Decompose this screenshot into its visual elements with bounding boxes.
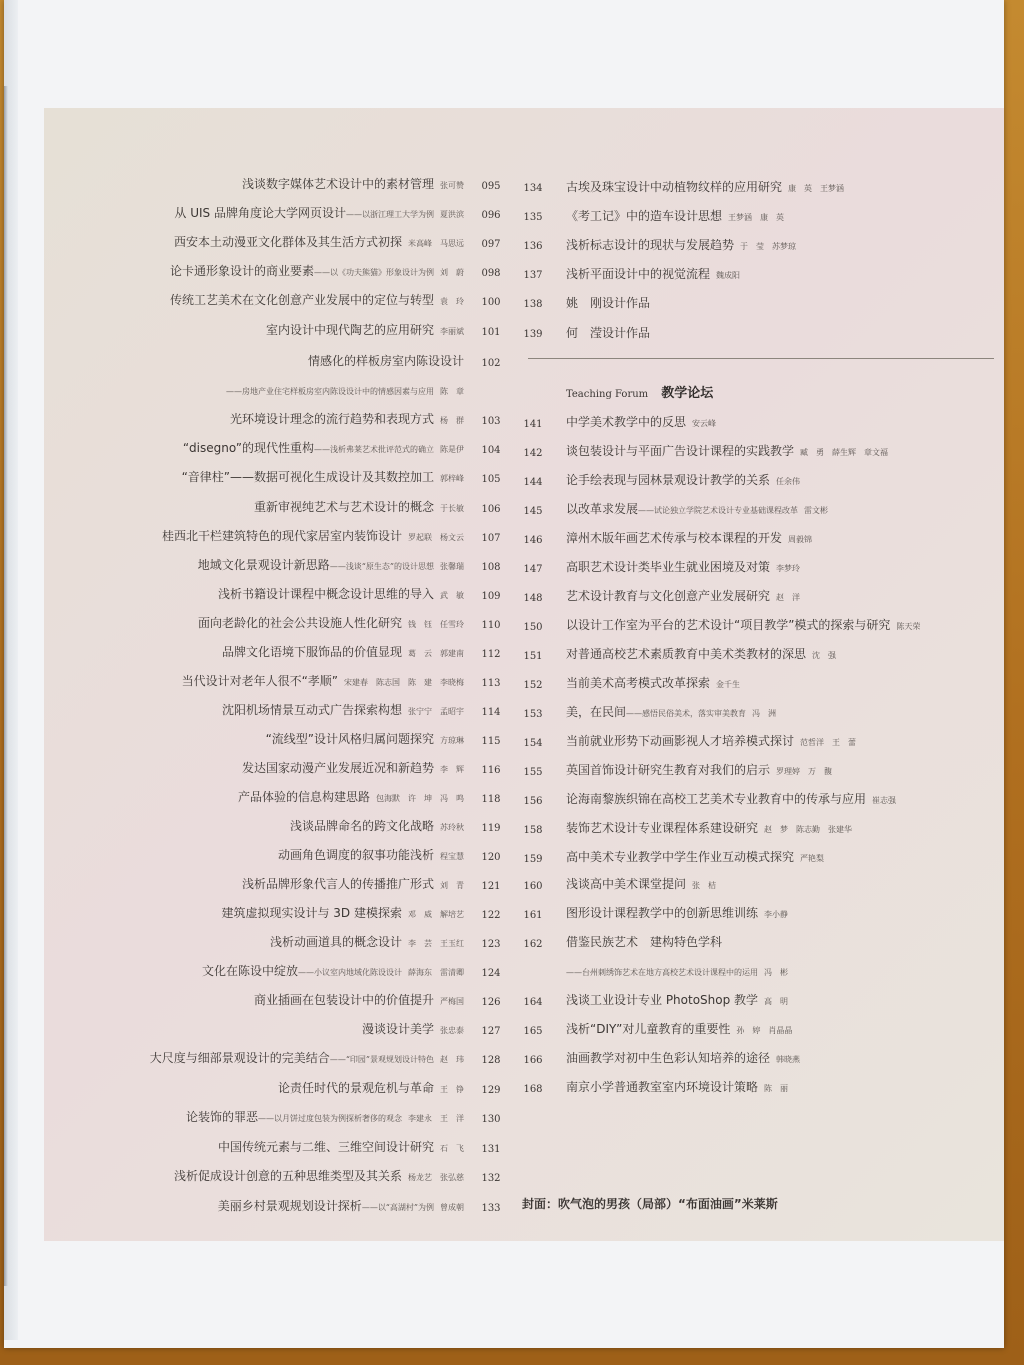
toc-entry [238, 787, 464, 807]
toc-entry [566, 1077, 788, 1097]
entry-page-number: 155 [523, 767, 543, 778]
entry-title: “音律柱”——数据可视化生成设计及其数控加工 [181, 470, 434, 484]
toc-entry [270, 932, 464, 952]
entry-authors: 杨龙艺 张弘慈 [408, 1173, 464, 1182]
entry-title: 浅析促成设计创意的五种思维类型及其关系 [173, 1169, 402, 1183]
entry-authors: 张宁宁 孟昭宇 [408, 707, 464, 716]
toc-entry [566, 441, 888, 461]
toc-entry [566, 586, 800, 606]
entry-subtitle: ——房地产业住宅样板房室内陈设设计中的情感因素与应用 [226, 387, 434, 396]
entry-title: 当前就业形势下动画影视人才培养模式探讨 [566, 734, 795, 748]
entry-title: 古埃及珠宝设计中动植物纹样的应用研究 [566, 180, 783, 194]
toc-entry [566, 499, 828, 519]
entry-title: 面向老龄化的社会公共设施人性化研究 [197, 616, 402, 630]
toc-entry [230, 409, 464, 429]
entry-subtitle: ——浅析弗莱艺术批评范式的确立 [314, 445, 434, 454]
entry-page-number: 162 [523, 939, 543, 950]
entry-title: 桂西北干栏建筑特色的现代家居室内装饰设计 [161, 529, 402, 543]
entry-authors: 严梅国 [440, 997, 464, 1006]
entry-authors: 李丽斌 [440, 327, 464, 336]
entry-title: 图形设计课程教学中的创新思维训练 [566, 906, 759, 920]
entry-page-number: 119 [481, 823, 501, 834]
entry-page-number: 137 [523, 270, 543, 281]
entry-title: 浅谈数字媒体艺术设计中的素材管理 [241, 177, 434, 191]
entry-authors: 葛 云 郭建南 [408, 649, 464, 658]
teaching-forum-label-zh: 教学论坛 [661, 386, 714, 401]
entry-title: 西安本土动漫亚文化群体及其生活方式初探 [173, 235, 402, 249]
entry-page-number: 120 [481, 852, 501, 863]
entry-title: 谈包装设计与平面广告设计课程的实践教学 [566, 444, 795, 458]
entry-authors: 周毅锦 [788, 535, 813, 544]
entry-authors: 宋建春 陈志国 陈 建 李晓梅 [344, 678, 464, 687]
entry-authors: 臧 勇 薛生辉 章文福 [800, 448, 889, 457]
entry-page-number: 134 [523, 183, 543, 194]
entry-title: 产品体验的信息构建思路 [237, 790, 370, 804]
entry-title: 浅析“DIY”对儿童教育的重要性 [566, 1022, 731, 1036]
entry-title: 《考工记》中的造车设计思想 [566, 209, 723, 223]
entry-title: 传统工艺美术在文化创意产业发展中的定位与转型 [169, 293, 434, 307]
entry-page-number: 126 [481, 997, 501, 1008]
entry-page-number: 164 [523, 997, 543, 1008]
entry-authors: 米高峰 马思远 [408, 239, 464, 248]
entry-page-number: 161 [523, 910, 543, 921]
entry-title: 论装饰的罪恶 [185, 1110, 258, 1124]
entry-page-number: 095 [481, 181, 501, 192]
entry-authors: 崔志强 [872, 796, 897, 805]
entry-authors: 郭梓峰 [440, 474, 464, 483]
entry-authors: 陈是伊 [440, 445, 464, 454]
entry-title: 美，在民间 [566, 705, 627, 719]
entry-title: 浅谈高中美术课堂提问 [566, 877, 687, 891]
entry-page-number: 139 [523, 329, 543, 340]
entry-page-number: 128 [481, 1055, 501, 1066]
entry-authors: 李建永 王 洋 [408, 1114, 464, 1123]
toc-entry [174, 203, 464, 223]
toc-entry [182, 467, 464, 487]
teaching-forum-heading [566, 382, 713, 402]
entry-authors: 雷文彬 [804, 506, 829, 515]
entry-title: 姚 刚设计作品 [566, 296, 651, 310]
entry-subtitle: ——小议室内地域化陈设设计 [298, 968, 402, 977]
entry-title: 论海南黎族织锦在高校工艺美术专业教育中的传承与应用 [566, 792, 867, 806]
entry-authors: 袁 玲 [440, 297, 464, 306]
entry-title: 高中美术专业教学中学生作业互动模式探究 [566, 850, 795, 864]
entry-page-number: 130 [481, 1114, 501, 1125]
entry-title: 地域文化景观设计新思路 [197, 558, 330, 572]
entry-authors: 李 芸 王玉红 [408, 939, 464, 948]
entry-authors: 赵 梦 陈志勤 张建华 [764, 825, 853, 834]
toc-entry [222, 700, 464, 720]
toc-entry [566, 789, 896, 809]
entry-page-number: 116 [481, 765, 501, 776]
entry-page-number: 158 [523, 825, 543, 836]
toc-entry [242, 174, 464, 194]
entry-authors: 于 莹 苏梦琼 [740, 242, 797, 251]
toc-entry [202, 961, 464, 981]
toc-entry [566, 818, 852, 838]
entry-page-number: 148 [523, 593, 543, 604]
entry-title: 当前美术高考模式改革探索 [566, 676, 711, 690]
toc-entry [278, 845, 464, 865]
entry-page-number: 156 [523, 796, 543, 807]
entry-title: 情感化的样板房室内陈设设计 [307, 354, 464, 368]
entry-authors: 于长敏 [440, 504, 464, 513]
entry-page-number: 131 [481, 1144, 501, 1155]
entry-title: “流线型”设计风格归属问题探究 [265, 732, 434, 746]
entry-page-number: 154 [523, 738, 543, 749]
entry-title: 漫谈设计美学 [361, 1022, 434, 1036]
entry-authors: 曾成朝 [440, 1203, 464, 1212]
entry-title: 文化在陈设中绽放 [201, 964, 298, 978]
entry-page-number: 151 [523, 651, 543, 662]
entry-authors: 康 英 王梦涵 [788, 184, 845, 193]
entry-authors: 陈天荣 [896, 622, 921, 631]
entry-title: 浅析平面设计中的视觉流程 [566, 267, 711, 281]
toc-entry [174, 1166, 464, 1186]
entry-title: 美丽乡村景观规划设计探析 [217, 1199, 362, 1213]
entry-authors: 罗理婷 万 馥 [776, 767, 833, 776]
entry-title: 以设计工作室为平台的艺术设计“项目教学”模式的探索与研究 [566, 618, 891, 632]
entry-subtitle: ——以“高湖村”为例 [361, 1203, 434, 1212]
entry-title: 商业插画在包装设计中的价值提升 [253, 993, 434, 1007]
entry-authors: 李 辉 [440, 765, 464, 774]
entry-page-number: 101 [481, 327, 501, 338]
entry-page-number: 129 [481, 1085, 501, 1096]
toc-entry [218, 584, 464, 604]
entry-title: 浅析标志设计的现状与发展趋势 [566, 238, 735, 252]
entry-authors: 魏成阳 [716, 271, 741, 280]
entry-page-number: 136 [523, 241, 543, 252]
entry-title: 当代设计对老年人很不“孝顺” [181, 674, 338, 688]
entry-authors: 王 铮 [440, 1085, 464, 1094]
toc-entry [183, 438, 464, 458]
entry-authors: 安云峰 [692, 419, 717, 428]
entry-page-number: 098 [481, 268, 501, 279]
toc-entry [242, 874, 464, 894]
entry-authors: 赵 玮 [440, 1055, 464, 1064]
toc-entry [566, 731, 856, 751]
entry-page-number: 145 [523, 506, 543, 517]
entry-authors: 薛海东 雷清卿 [408, 968, 464, 977]
entry-title: 浅谈工业设计专业 PhotoShop 教学 [566, 993, 759, 1007]
entry-page-number: 142 [523, 448, 543, 459]
entry-title: 浅析动画道具的概念设计 [269, 935, 402, 949]
entry-authors: 刘 蔚 [440, 268, 464, 277]
entry-page-number: 097 [481, 239, 501, 250]
toc-entry [566, 847, 824, 867]
toc-entry [198, 555, 464, 575]
entry-page-number: 124 [481, 968, 501, 979]
entry-page-number: 107 [481, 533, 501, 544]
entry-authors: 方琼琳 [440, 736, 464, 745]
toc-entry [566, 990, 788, 1010]
entry-subtitle: ——台州刺绣饰艺术在地方高校艺术设计课程中的运用 [566, 968, 758, 977]
entry-page-number: 102 [481, 358, 501, 369]
entry-page-number: 133 [481, 1203, 501, 1214]
entry-title: 浅谈品牌命名的跨文化战略 [289, 819, 434, 833]
toc-entry [308, 351, 464, 371]
entry-authors: 孙 婷 肖晶晶 [736, 1026, 793, 1035]
entry-page-number: 146 [523, 535, 543, 546]
entry-authors: 冯 彬 [764, 968, 788, 977]
entry-page-number: 118 [481, 794, 501, 805]
entry-page-number: 109 [481, 591, 501, 602]
entry-subtitle: ——感悟民俗美术，落实审美教育 [626, 709, 747, 718]
entry-page-number: 150 [523, 622, 543, 633]
entry-page-number: 166 [523, 1055, 543, 1066]
toc-entry [566, 412, 716, 432]
entry-page-number: 127 [481, 1026, 501, 1037]
toc-entry [566, 615, 920, 635]
toc-entry [566, 673, 740, 693]
entry-page-number: 103 [481, 416, 501, 427]
entry-title: 浅析书籍设计课程中概念设计思维的导入 [217, 587, 434, 601]
entry-page-number: 138 [523, 299, 543, 310]
entry-page-number: 165 [523, 1026, 543, 1037]
entry-page-number: 104 [481, 445, 501, 456]
toc-entry [566, 702, 776, 722]
entry-authors: 张馨瑞 [440, 562, 464, 571]
toc-entry [566, 177, 844, 197]
entry-title: 以改革求发展 [566, 502, 639, 516]
toc-entry [218, 1137, 464, 1157]
entry-title: 沈阳机场情景互动式广告探索构想 [221, 703, 402, 717]
toc-entry [566, 1048, 800, 1068]
toc-entry [566, 644, 836, 664]
toc-entry [218, 1196, 464, 1216]
entry-authors: 李小静 [764, 910, 789, 919]
entry-page-number: 135 [523, 212, 543, 223]
entry-title: 装饰艺术设计专业课程体系建设研究 [566, 821, 759, 835]
entry-subtitle: ——“印园”景观规划设计特色 [329, 1055, 434, 1064]
entry-authors: 杨 群 [440, 416, 464, 425]
entry-page-number: 114 [481, 707, 501, 718]
entry-page-number: 123 [481, 939, 501, 950]
entry-authors: 陈 章 [440, 387, 464, 396]
entry-authors: 王梦涵 康 英 [728, 213, 785, 222]
entry-authors: 陈 丽 [764, 1084, 789, 1093]
entry-page-number: 105 [481, 474, 501, 485]
entry-title: 动画角色调度的叙事功能浅析 [277, 848, 434, 862]
toc-entry [566, 206, 784, 226]
toc-entry [566, 961, 788, 981]
toc-entry [254, 990, 464, 1010]
entry-authors: 任余伟 [776, 477, 801, 486]
entry-title: 光环境设计理念的流行趋势和表现方式 [229, 412, 434, 426]
entry-authors: 张可赞 [440, 181, 464, 190]
toc-entry [566, 903, 788, 923]
toc-entry [566, 323, 650, 343]
teaching-forum-label-en: Teaching Forum [566, 389, 649, 400]
entry-page-number: 152 [523, 680, 543, 691]
toc-entry [566, 264, 740, 284]
entry-title: 对普通高校艺术素质教育中美术类教材的深思 [566, 647, 807, 661]
entry-authors: 包海默 许 坤 冯 鸣 [376, 794, 464, 803]
entry-authors: 范哲洋 王 蕾 [800, 738, 857, 747]
toc-entry [242, 758, 464, 778]
entry-page-number: 112 [481, 649, 501, 660]
entry-authors: 邓 威 解培艺 [408, 910, 464, 919]
entry-authors: 张忠泰 [440, 1026, 464, 1035]
entry-title: 艺术设计教育与文化创意产业发展研究 [566, 589, 771, 603]
entry-title: 南京小学普通教室室内环境设计策略 [566, 1080, 759, 1094]
toc-entry [566, 557, 800, 577]
entry-subtitle: ——试论独立学院艺术设计专业基础课程改革 [638, 506, 799, 515]
toc-entry [566, 760, 832, 780]
entry-page-number: 132 [481, 1173, 501, 1184]
entry-page-number: 100 [481, 297, 501, 308]
entry-title: 论卡通形象设计的商业要素 [169, 264, 314, 278]
entry-title: 论责任时代的景观危机与革命 [277, 1081, 434, 1095]
toc-entry [174, 232, 464, 252]
page-fold-edge [4, 86, 8, 1286]
entry-title: 借鉴民族艺术 建构特色学科 [566, 935, 723, 949]
toc-entry [170, 290, 464, 310]
entry-page-number: 144 [523, 477, 543, 488]
toc-entry [566, 470, 800, 490]
toc-entry [566, 874, 716, 894]
entry-title: 漳州木版年画艺术传承与校本课程的开发 [566, 531, 783, 545]
entry-title: 中学美术教学中的反思 [566, 415, 687, 429]
entry-title: 从 UIS 品牌角度论大学网页设计 [174, 206, 346, 220]
entry-page-number: 159 [523, 854, 543, 865]
entry-title: 发达国家动漫产业发展近况和新趋势 [241, 761, 434, 775]
toc-entry [150, 1048, 464, 1068]
toc-entry [266, 729, 464, 749]
entry-page-number: 121 [481, 881, 501, 892]
toc-entry [290, 816, 464, 836]
entry-title: 室内设计中现代陶艺的应用研究 [265, 323, 434, 337]
toc-entry [221, 903, 464, 923]
entry-page-number: 096 [481, 210, 501, 221]
entry-title: 中国传统元素与二维、三维空间设计研究 [217, 1140, 434, 1154]
entry-authors: 沈 强 [812, 651, 837, 660]
toc-entry [198, 613, 464, 633]
entry-title: 大尺度与细部景观设计的完美结合 [149, 1051, 330, 1065]
entry-authors: 赵 洋 [776, 593, 801, 602]
cover-credit: 封面：吹气泡的男孩（局部）“布面油画”米莱斯 [522, 1197, 778, 1211]
entry-title: 油画教学对初中生色彩认知培养的途径 [566, 1051, 771, 1065]
entry-page-number: 115 [481, 736, 501, 747]
entry-page-number: 141 [523, 419, 543, 430]
toc-entry [182, 671, 464, 691]
toc-entry [254, 497, 464, 517]
entry-authors: 李梦玲 [776, 564, 801, 573]
entry-authors: 程宝慧 [440, 852, 464, 861]
entry-subtitle: ——以《功夫熊猫》形象设计为例 [314, 268, 434, 277]
entry-authors: 石 飞 [440, 1144, 464, 1153]
entry-title: 高职艺术设计类毕业生就业困境及对策 [566, 560, 771, 574]
entry-authors: 夏洪滨 [440, 210, 464, 219]
toc-entry [566, 932, 722, 952]
entry-page-number: 122 [481, 910, 501, 921]
entry-title: 品牌文化语境下服饰品的价值显现 [221, 645, 402, 659]
entry-subtitle: ——浅谈“原生态”的设计思想 [329, 562, 434, 571]
entry-authors: 高 明 [764, 997, 789, 1006]
toc-entry [566, 293, 650, 313]
entry-page-number: 110 [481, 620, 501, 631]
toc-entry [566, 235, 796, 255]
entry-authors: 金千生 [716, 680, 741, 689]
section-divider [528, 358, 994, 359]
entry-authors: 韩晓燕 [776, 1055, 801, 1064]
entry-authors: 武 敏 [440, 591, 464, 600]
toc-entry [362, 1019, 464, 1039]
entry-title: 英国首饰设计研究生教育对我们的启示 [566, 763, 771, 777]
entry-subtitle: ——以月饼过度包装为例探析奢侈的观念 [258, 1114, 402, 1123]
toc-entry [278, 1078, 464, 1098]
entry-page-number: 160 [523, 881, 543, 892]
entry-title: 重新审视纯艺术与艺术设计的概念 [253, 500, 434, 514]
entry-title: 论手绘表现与园林景观设计教学的关系 [566, 473, 771, 487]
entry-authors: 苏玲秋 [440, 823, 464, 832]
toc-entry [222, 642, 464, 662]
entry-title: “disegno”的现代性重构 [182, 441, 314, 455]
toc-entry [162, 526, 464, 546]
entry-authors: 严艳梨 [800, 854, 825, 863]
entry-authors: 张 桔 [692, 881, 717, 890]
toc-entry [170, 261, 464, 281]
entry-page-number: 113 [481, 678, 501, 689]
entry-subtitle: ——以浙江理工大学为例 [346, 210, 434, 219]
entry-authors: 冯 洲 [752, 709, 777, 718]
toc-entry [186, 1107, 464, 1127]
entry-title: 何 滢设计作品 [566, 326, 651, 340]
toc-entry [226, 380, 464, 400]
entry-page-number: 106 [481, 504, 501, 515]
entry-authors: 钱 钰 任雪玲 [408, 620, 464, 629]
entry-page-number: 168 [523, 1084, 543, 1095]
entry-page-number: 147 [523, 564, 543, 575]
toc-entry [566, 1019, 792, 1039]
entry-page-number: 108 [481, 562, 501, 573]
entry-authors: 罗起联 杨文云 [408, 533, 464, 542]
toc-entry [266, 320, 464, 340]
toc-entry [566, 528, 812, 548]
entry-title: 浅析品牌形象代言人的传播推广形式 [241, 877, 434, 891]
entry-title: 建筑虚拟现实设计与 3D 建模探索 [221, 906, 402, 920]
entry-page-number: 153 [523, 709, 543, 720]
entry-authors: 刘 青 [440, 881, 464, 890]
